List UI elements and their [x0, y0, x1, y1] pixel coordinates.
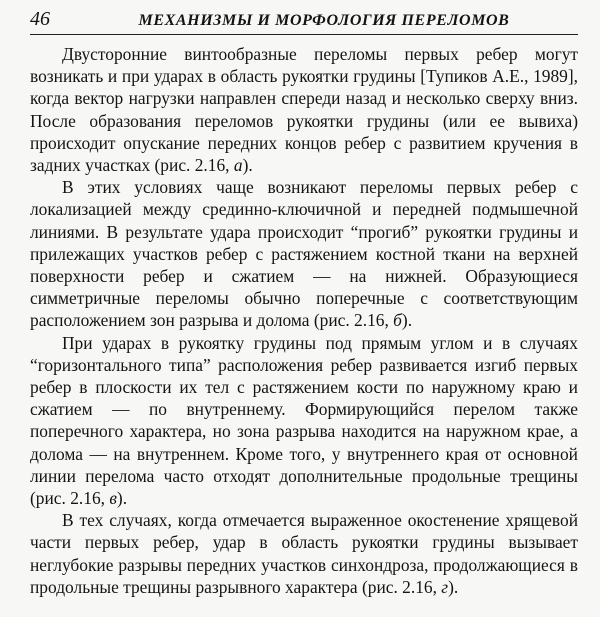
paragraph-text: В этих условиях чаще возникают переломы первых ребер с локализацией между срединно-ключичной и передней подмышечной линиями. В результате удара происходит “прогиб” рукоятки грудины и прилежащих участков ребер с растяжением костной ткани на верхней поверхности ребер и сжатием — на нижней. Образующиеся симметричные переломы обычно поперечные с соответствующим расположением зон разрыва и долома (рис. 2.16,: [30, 177, 578, 331]
page-header: [30, 8, 578, 35]
figure-ref: в: [109, 488, 117, 509]
paragraph-text: При ударах в рукоятку грудины под прямым углом и в случаях “горизонтального типа” расположения ребер развивается изгиб первых ребер в плоскости их тел с растяжением кости по наружному краю и сжатием — по внутреннему. Формирующийся перелом также поперечного характера, но зона разрыва находится на наружном крае, а долома — на внутреннем. Кроме того, у внутреннего края от основной линии перелома часто отходят дополнительные продольные трещины (рис. 2.16,: [30, 332, 578, 509]
paragraph-text: В тех случаях, когда отмечается выраженное окостенение хрящевой части первых ребер, удар в область рукоятки грудины вызывает неглубокие разрывы передних участков синхондроза, продолжающиеся в продольные трещины разрывного характера (рис. 2.16,: [30, 510, 578, 597]
paragraph-tail: ).: [242, 155, 253, 176]
paragraph-1: [30, 43, 578, 176]
paragraph-3: [30, 332, 578, 510]
running-title: МЕХАНИЗМЫ И МОРФОЛОГИЯ ПЕРЕЛОМОВ: [138, 12, 510, 29]
figure-ref: а: [233, 155, 243, 176]
figure-ref: г: [441, 576, 449, 597]
paragraph-text: Двусторонние винтообразные переломы первых ребер могут возникать и при ударах в область рукоятки грудины [Тупиков А.Е., 1989], когда вектор нагрузки направлен спереди назад и несколько сверху вниз. После образования переломов рукоятки грудины (или ее вывиха) происходит опускание передних концов ребер с развитием кручения в задних участках (рис. 2.16,: [30, 44, 578, 176]
paragraph-2: [30, 176, 578, 331]
page-number: 46: [30, 8, 50, 30]
paragraph-tail: ).: [116, 488, 128, 509]
paragraph-tail: ).: [448, 576, 459, 597]
body-text: [30, 43, 578, 598]
paragraph-tail: ).: [401, 310, 413, 331]
figure-ref: б: [393, 310, 402, 331]
paragraph-4: [30, 509, 578, 598]
